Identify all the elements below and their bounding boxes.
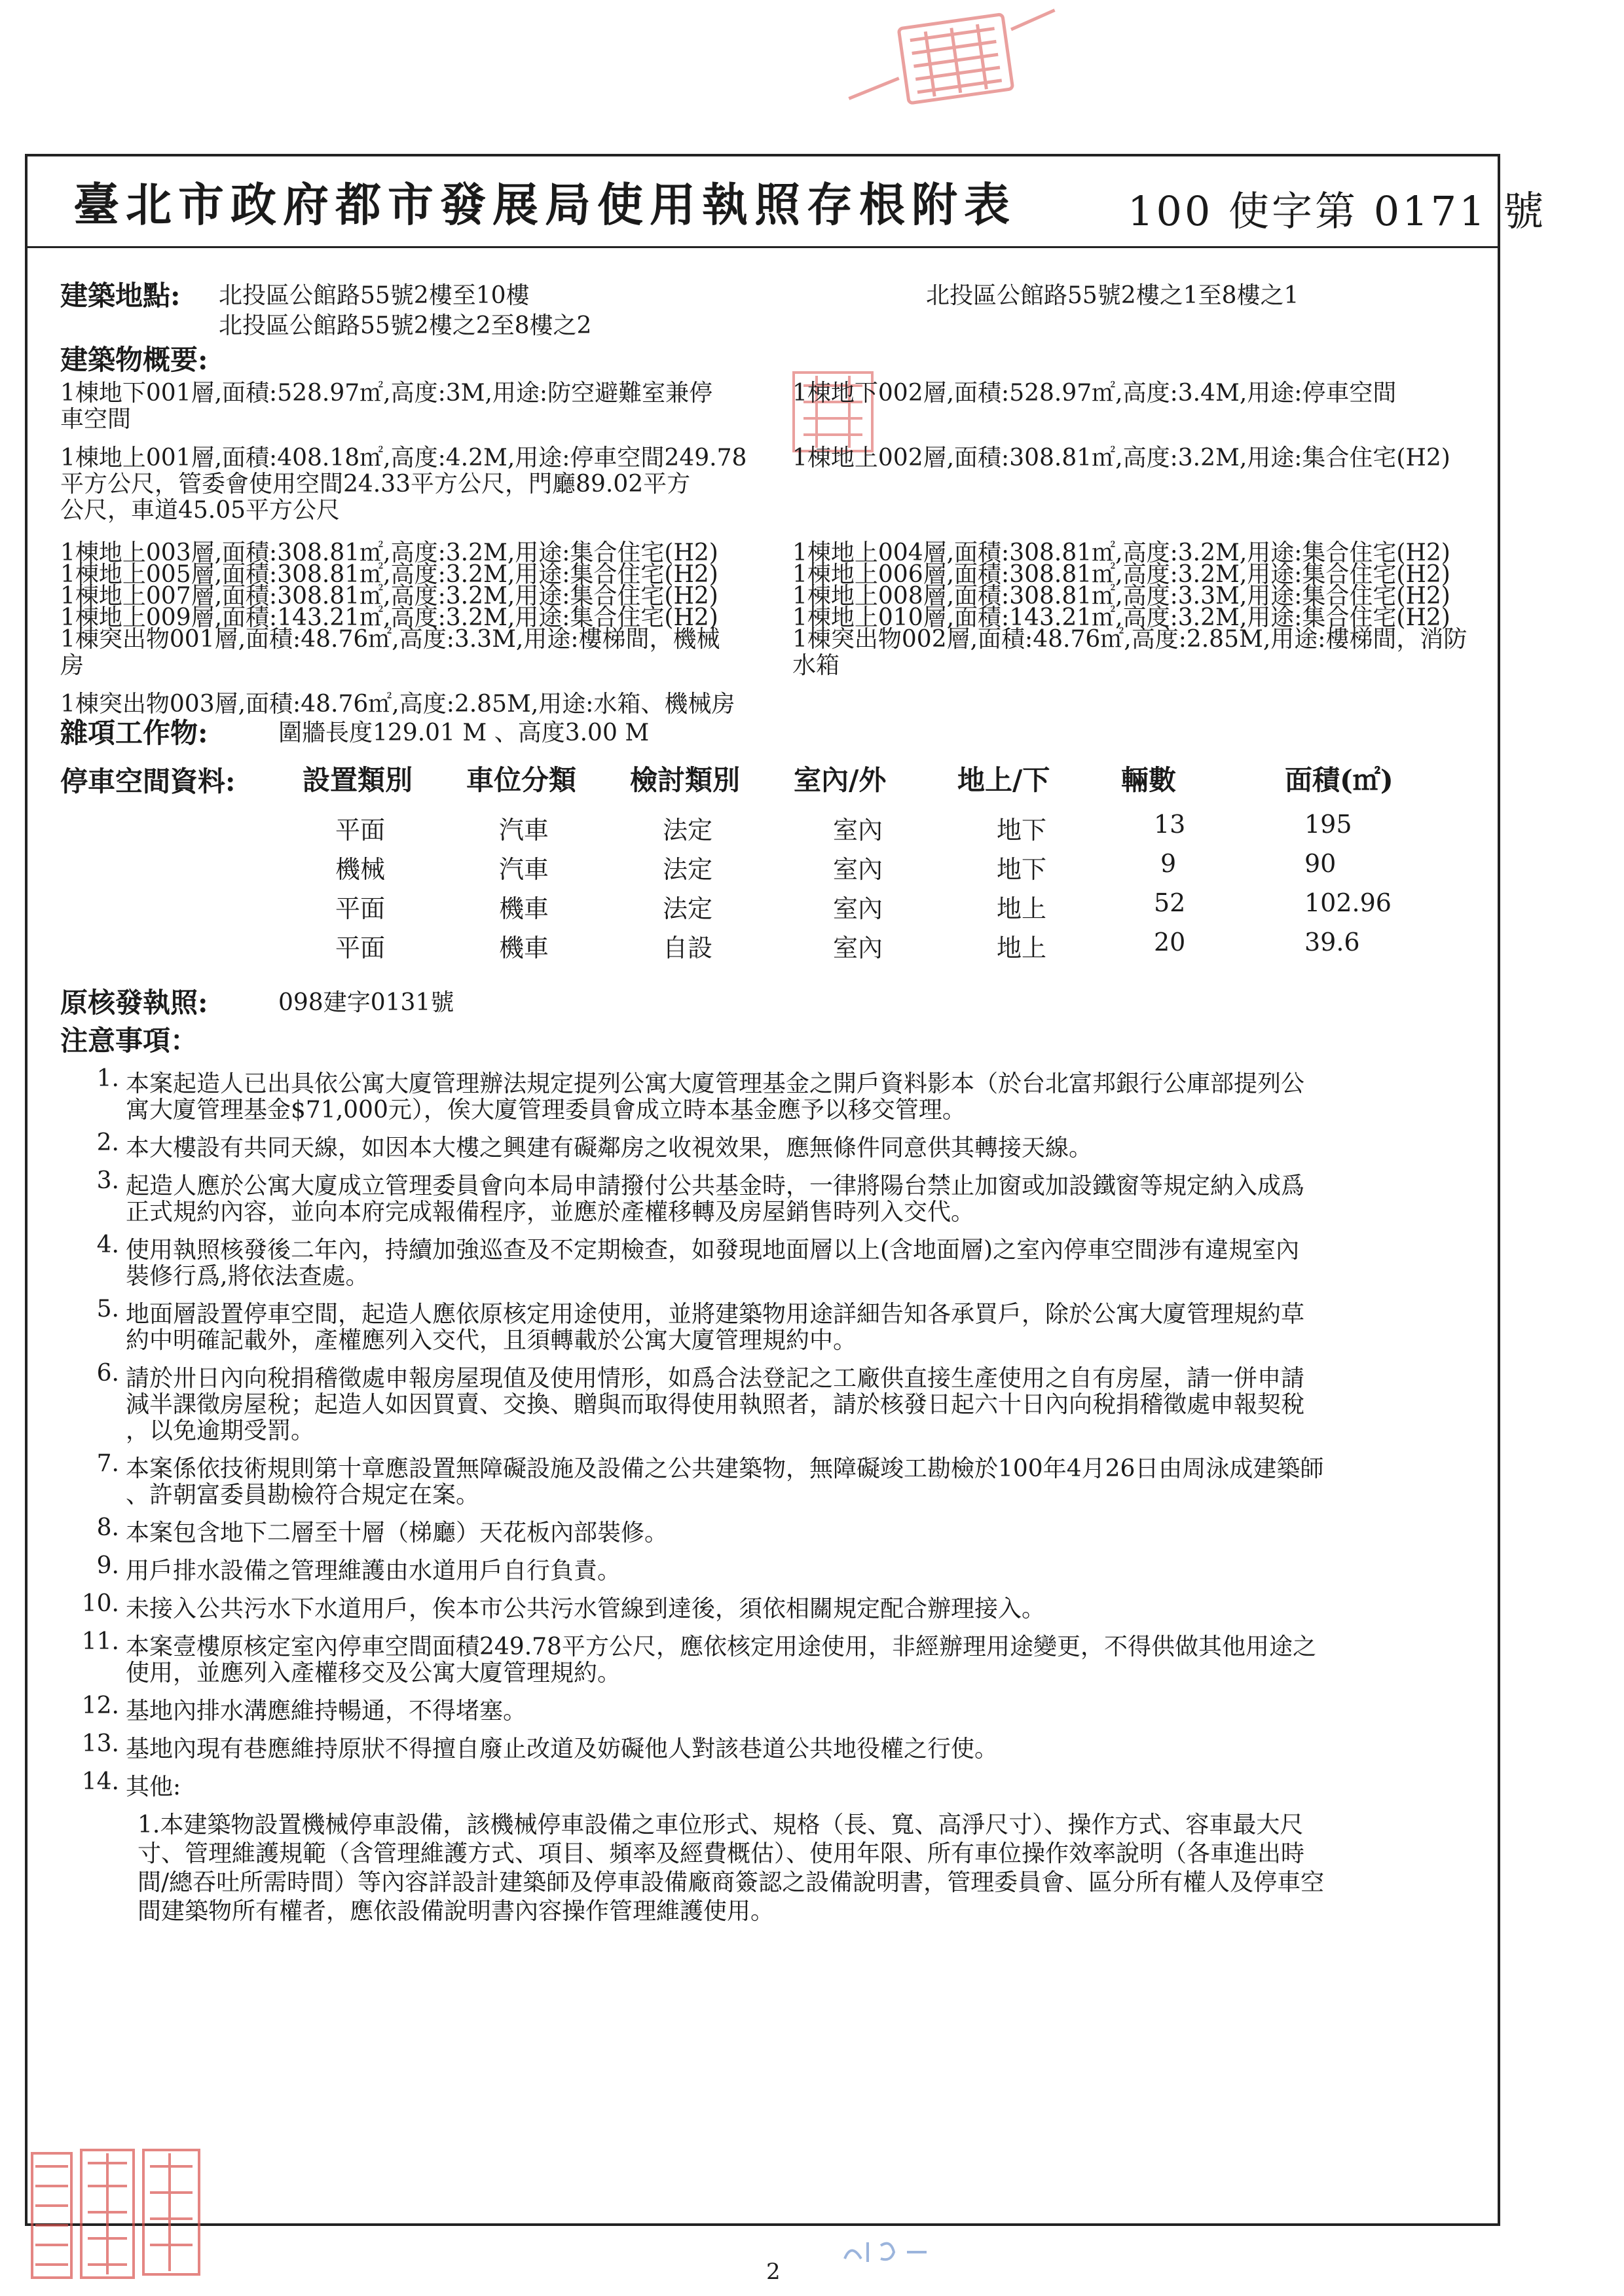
overview-left-line: 車空間 [60, 406, 132, 433]
note-number: 10. [81, 1590, 119, 1617]
location-line-1: 北投區公館路55號2樓至10樓 [219, 282, 530, 309]
parking-cell: 機車 [499, 934, 549, 962]
parking-cell: 平面 [335, 816, 386, 845]
page-number: 2 [766, 2259, 781, 2285]
note-line: 地面層設置停車空間，起造人應依原核定用途使用，並將建築物用途詳細告知各承買戶，除於公寓大廈管理規約草 [126, 1301, 1305, 1328]
parking-cell: 室內 [833, 816, 883, 845]
note-line: 裝修行爲,將依法查處。 [126, 1263, 369, 1290]
parking-cell: 平面 [335, 894, 386, 923]
note-line: 基地內現有巷應維持原狀不得擅自廢止改道及妨礙他人對該巷道公共地役權之行使。 [126, 1736, 999, 1762]
note-sub-item-line: 間建築物所有權者，應依設備說明書內容操作管理維護使用。 [138, 1898, 775, 1925]
parking-cell: 平面 [335, 934, 386, 962]
parking-cell: 室內 [833, 894, 883, 923]
misc-value: 圍牆長度129.01 M 、高度3.00 M [278, 720, 650, 746]
parking-header: 面積(㎡) [1285, 764, 1393, 796]
overview-left-line: 平方公尺，管委會使用空間24.33平方公尺，門廳89.02平方 [60, 471, 691, 498]
note-line: 正式規約內容，並向本府完成報備程序，並應於產權移轉及房屋銷售時列入交代。 [126, 1199, 975, 1226]
parking-cell: 13 [1154, 810, 1186, 839]
document-title: 臺北市政府都市發展局使用執照存根附表 [73, 177, 1016, 232]
parking-cell: 地上 [997, 894, 1047, 923]
note-line: 減半課徵房屋稅；起造人如因買賣、交換、贈與而取得使用執照者，請於核發日起六十日內向稅捐稽徵處申報契稅 [126, 1391, 1305, 1418]
note-number: 2. [96, 1129, 119, 1156]
note-number: 8. [96, 1514, 119, 1541]
overview-right-line: 水箱 [792, 652, 840, 679]
note-number: 13. [81, 1730, 119, 1757]
overview-left-line: 1棟突出物003層,面積:48.76㎡,高度:2.85M,用途:水箱、機械房 [60, 691, 735, 718]
note-number: 4. [96, 1231, 119, 1258]
parking-cell: 室內 [833, 855, 883, 884]
title-bar [28, 156, 1547, 248]
parking-cell: 20 [1154, 928, 1186, 957]
blue-stamp [832, 2232, 936, 2272]
note-number: 3. [96, 1167, 119, 1194]
note-line: 請於卅日內向稅捐稽徵處申報房屋現值及使用情形，如爲合法登記之工廠供直接生產使用之自有房屋，請一併申請 [126, 1365, 1305, 1392]
parking-cell: 39.6 [1304, 928, 1360, 957]
note-number: 6. [96, 1360, 119, 1387]
parking-cell: 9 [1160, 849, 1177, 878]
note-line: 使用執照核發後二年內，持續加強巡查及不定期檢查，如發現地面層以上(含地面層)之室內停車空間涉有違規室內 [126, 1237, 1300, 1264]
parking-header: 車位分類 [466, 764, 577, 796]
overview-label: 建築物概要: [60, 344, 208, 376]
parking-cell: 機車 [499, 894, 549, 923]
note-line: 本大樓設有共同天線，如因本大樓之興建有礙鄰房之收視效果，應無條件同意供其轉接天線。 [126, 1135, 1093, 1161]
parking-cell: 195 [1304, 810, 1352, 839]
overview-left-line: 1棟地上005層,面積:308.81㎡,高度:3.2M,用途:集合住宅(H2) [60, 561, 718, 588]
note-number: 14. [81, 1768, 119, 1795]
original-permit-value: 098建字0131號 [278, 989, 454, 1016]
overview-left-line: 1棟地上007層,面積:308.81㎡,高度:3.2M,用途:集合住宅(H2) [60, 583, 718, 610]
note-line: 未接入公共污水下水道用戶，俟本市公共污水管線到達後，須依相關規定配合辦理接入。 [126, 1595, 1046, 1622]
note-line: 本案係依技術規則第十章應設置無障礙設施及設備之公共建築物，無障礙竣工勘檢於100年4月26日由周泳成建築師 [126, 1455, 1324, 1482]
note-line: 用戶排水設備之管理維護由水道用戶自行負責。 [126, 1558, 621, 1584]
note-sub-item-line: 間/總吞吐所需時間）等內容詳設計建築師及停車設備廠商簽認之設備說明書，管理委員會、區分所有權人及停車空 [138, 1869, 1325, 1896]
note-number: 9. [96, 1552, 119, 1579]
overview-right-line: 1棟地上010層,面積:143.21㎡,高度:3.2M,用途:集合住宅(H2) [792, 604, 1450, 631]
parking-cell: 自設 [663, 934, 713, 962]
note-line: 、許朝富委員勘檢符合規定在案。 [126, 1482, 480, 1508]
location-line-1-right: 北投區公館路55號2樓之1至8樓之1 [926, 282, 1299, 309]
parking-cell: 法定 [663, 816, 713, 845]
parking-cell: 102.96 [1304, 888, 1392, 917]
parking-cell: 地上 [997, 934, 1047, 962]
location-label: 建築地點: [60, 280, 181, 312]
note-line: 寓大廈管理基金$71,000元），俟大廈管理委員會成立時本基金應予以移交管理。 [126, 1097, 966, 1123]
parking-cell: 法定 [663, 855, 713, 884]
note-sub-item-line: 寸、管理維護規範（含管理維護方式、項目、頻率及經費概估）、使用年限、所有車位操作效率說明（各車進出時 [138, 1840, 1305, 1867]
overview-right-line: 1棟地上006層,面積:308.81㎡,高度:3.2M,用途:集合住宅(H2) [792, 561, 1450, 588]
parking-label: 停車空間資料: [60, 765, 236, 797]
overview-right-line: 1棟地下002層,面積:528.97㎡,高度:3.4M,用途:停車空間 [792, 380, 1397, 407]
note-number: 7. [96, 1450, 119, 1477]
red-seal-stamp-corner [29, 2147, 206, 2284]
overview-left-line: 公尺，車道45.05平方公尺 [60, 497, 341, 524]
parking-header: 地上/下 [957, 764, 1050, 796]
overview-right-line: 1棟突出物002層,面積:48.76㎡,高度:2.85M,用途:樓梯間，消防 [792, 626, 1467, 653]
overview-left-line: 房 [60, 652, 84, 679]
overview-left-line: 1棟地上009層,面積:143.21㎡,高度:3.2M,用途:集合住宅(H2) [60, 604, 718, 631]
location-line-2: 北投區公館路55號2樓之2至8樓之2 [219, 312, 592, 339]
note-line: 本案包含地下二層至十層（梯廳）天花板內部裝修。 [126, 1520, 669, 1546]
red-seal-stamp-top [800, 0, 1086, 130]
note-line: 其他: [126, 1774, 181, 1800]
parking-cell: 機械 [335, 855, 386, 884]
parking-cell: 90 [1304, 849, 1337, 878]
note-line: 使用，並應列入產權移交及公寓大廈管理規約。 [126, 1660, 621, 1686]
parking-cell: 地下 [997, 816, 1047, 845]
parking-cell: 法定 [663, 894, 713, 923]
note-number: 12. [81, 1692, 119, 1719]
parking-cell: 地下 [997, 855, 1047, 884]
overview-left-line: 1棟地上001層,面積:408.18㎡,高度:4.2M,用途:停車空間249.78 [60, 445, 747, 471]
note-number: 1. [96, 1065, 119, 1092]
note-line: 基地內排水溝應維持暢通，不得堵塞。 [126, 1698, 527, 1724]
note-line: ，以免逾期受罰。 [126, 1417, 315, 1444]
overview-left-line: 1棟地上003層,面積:308.81㎡,高度:3.2M,用途:集合住宅(H2) [60, 539, 718, 566]
original-permit-label: 原核發執照: [60, 987, 208, 1019]
note-sub-item-line: 1.本建築物設置機械停車設備，該機械停車設備之車位形式、規格（長、寬、高淨尺寸）、操作方式、容車最大尺 [138, 1812, 1304, 1838]
permit-number: 100 使字第 0171 號 [1128, 187, 1547, 235]
note-line: 起造人應於公寓大廈成立管理委員會向本局申請撥付公共基金時，一律將陽台禁止加窗或加設鐵窗等規定納入成爲 [126, 1173, 1305, 1199]
overview-right-line: 1棟地上002層,面積:308.81㎡,高度:3.2M,用途:集合住宅(H2) [792, 445, 1450, 471]
overview-left-line: 1棟突出物001層,面積:48.76㎡,高度:3.3M,用途:樓梯間，機械 [60, 626, 720, 653]
overview-right-line: 1棟地上008層,面積:308.81㎡,高度:3.3M,用途:集合住宅(H2) [792, 583, 1450, 610]
parking-cell: 汽車 [499, 816, 549, 845]
parking-cell: 52 [1154, 888, 1186, 917]
overview-right-line: 1棟地上004層,面積:308.81㎡,高度:3.2M,用途:集合住宅(H2) [792, 539, 1450, 566]
parking-cell: 汽車 [499, 855, 549, 884]
parking-header: 檢討類別 [630, 764, 741, 796]
note-number: 11. [81, 1628, 119, 1655]
parking-cell: 室內 [833, 934, 883, 962]
note-number: 5. [96, 1296, 119, 1322]
parking-header: 輛數 [1121, 764, 1177, 796]
note-line: 約中明確記載外，產權應列入交代，且須轉載於公寓大廈管理規約中。 [126, 1327, 857, 1354]
parking-header: 室內/外 [794, 764, 887, 796]
overview-left-line: 1棟地下001層,面積:528.97㎡,高度:3M,用途:防空避難室兼停 [60, 380, 713, 407]
note-line: 本案起造人已出具依公寓大廈管理辦法規定提列公寓大廈管理基金之開戶資料影本（於台北富邦銀行公庫部提列公 [126, 1070, 1305, 1097]
note-line: 本案壹樓原核定室內停車空間面積249.78平方公尺，應依核定用途使用，非經辦理用途變更，不得供做其他用途之 [126, 1633, 1316, 1660]
document-frame [25, 154, 1547, 2226]
notes-label: 注意事項： [60, 1025, 198, 1057]
misc-label: 雜項工作物: [60, 717, 208, 749]
parking-header: 設置類別 [303, 764, 413, 796]
